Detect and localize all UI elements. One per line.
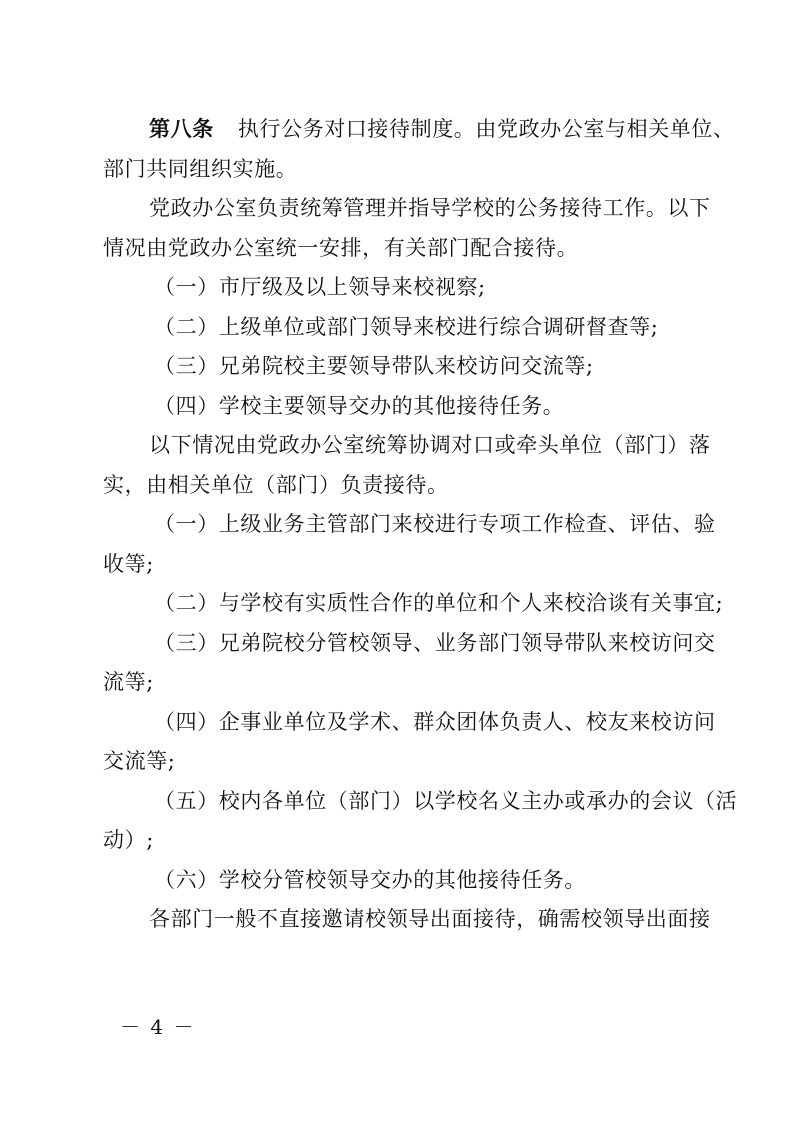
- section1-item: （三）兄弟院校主要领导带队来校访问交流等;: [154, 354, 594, 378]
- section2-item-6: （六）学校分管校领导交办的其他接待任务。: [154, 867, 586, 892]
- section2-item-5-continuation: 动）;: [103, 828, 154, 852]
- body-text: [103, 110, 738, 940]
- section2-paragraph-continuation: 实，由相关单位（部门）负责接待。: [103, 472, 449, 497]
- section2-item-5: （五）校内各单位（部门）以学校名义主办或承办的会议（活: [154, 788, 738, 813]
- section2-item-2: （二）与学校有实质性合作的单位和个人来校洽谈有关事宜;: [154, 591, 724, 615]
- section1-item: （一）市厅级及以上领导来校视察;: [154, 275, 486, 299]
- section2-item-4-continuation: 交流等;: [103, 749, 176, 773]
- section2-item-4: （四）企事业单位及学术、群众团体负责人、校友来校访问: [154, 709, 716, 734]
- article-intro-text: 执行公务对口接待制度。由党政办公室与相关单位、: [237, 117, 735, 141]
- article-heading-line: [103, 110, 735, 150]
- section1-paragraph-continuation: 情况由党政办公室统一安排，有关部门配合接待。: [103, 235, 579, 260]
- section1-item: （二）上级单位或部门领导来校进行综合调研督查等;: [154, 314, 659, 339]
- section2-paragraph: 以下情况由党政办公室统筹协调对口或牵头单位（部门）落: [149, 433, 711, 457]
- section3-paragraph: 各部门一般不直接邀请校领导出面接待，确需校领导出面接: [149, 907, 711, 931]
- article-title: 第八条: [149, 117, 214, 141]
- section2-item-3-continuation: 流等;: [103, 670, 154, 694]
- section2-item-3: （三）兄弟院校分管校领导、业务部门领导带队来校访问交: [154, 630, 716, 655]
- article-intro-continuation: 部门共同组织实施。: [103, 156, 298, 181]
- section2-item-1-continuation: 收等;: [103, 551, 154, 576]
- page-number: － 4 －: [120, 1015, 196, 1039]
- section1-item: （四）学校主要领导交办的其他接待任务。: [154, 393, 565, 418]
- section1-paragraph: 党政办公室负责统筹管理并指导学校的公务接待工作。以下: [149, 196, 711, 220]
- section2-item-1: （一）上级业务主管部门来校进行专项工作检查、评估、验: [154, 512, 716, 536]
